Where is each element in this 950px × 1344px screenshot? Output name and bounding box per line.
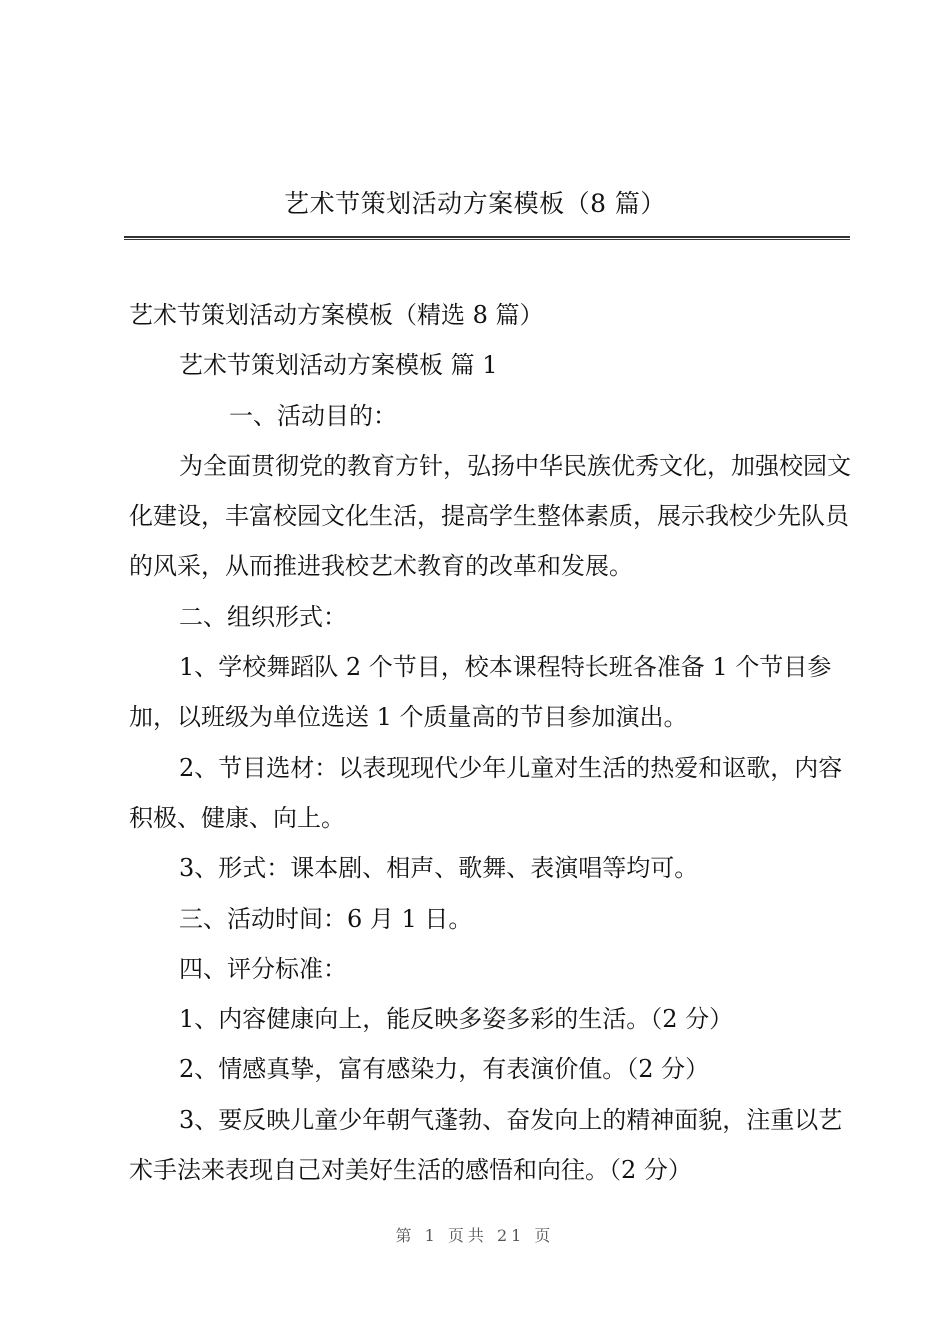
title-divider — [124, 236, 850, 240]
document-body — [129, 290, 851, 1195]
paragraph-organization-item-2: 2、节目选材：以表现现代少年儿童对生活的热爱和讴歌，内容积极、健康、向上。 — [129, 753, 843, 832]
paragraph-scoring-item-3: 3、要反映儿童少年朝气蓬勃、奋发向上的精神面貌，注重以艺术手法来表现自己对美好生活的感悟和向往。（2 分） — [129, 1105, 843, 1185]
paragraph-heading-organization: 二、组织形式： — [179, 602, 347, 631]
paragraph-organization-item-1: 1、学校舞蹈队 2 个节目，校本课程特长班各准备 1 个节目参加，以班级为单位选送 1 个质量高的节目参加演出。 — [129, 653, 832, 732]
paragraph-heading-purpose: 一、活动目的： — [229, 401, 397, 430]
paragraph-scoring-item-1: 1、内容健康向上，能反映多姿多彩的生活。（2 分） — [179, 1005, 734, 1034]
page-footer: 第 1 页共 21 页 — [395, 1226, 555, 1245]
paragraph-subtitle: 艺术节策划活动方案模板（精选 8 篇） — [129, 301, 544, 329]
document-title: 艺术节策划活动方案模板（8 篇） — [284, 189, 666, 218]
paragraph-heading-time: 三、活动时间：6 月 1 日。 — [179, 904, 473, 933]
paragraph-purpose-body: 为全面贯彻党的教育方针，弘扬中华民族优秀文化，加强校园文化建设，丰富校园文化生活，提高学生整体素质，展示我校少先队员的风采，从而推进我校艺术教育的改革和发展。 — [129, 451, 851, 581]
paragraph-section-heading: 艺术节策划活动方案模板 篇 1 — [179, 351, 498, 380]
paragraph-organization-item-3: 3、形式：课本剧、相声、歌舞、表演唱等均可。 — [179, 854, 699, 883]
paragraph-heading-scoring: 四、评分标准： — [179, 954, 347, 983]
paragraph-scoring-item-2: 2、情感真挚，富有感染力，有表演价值。（2 分） — [179, 1055, 710, 1084]
